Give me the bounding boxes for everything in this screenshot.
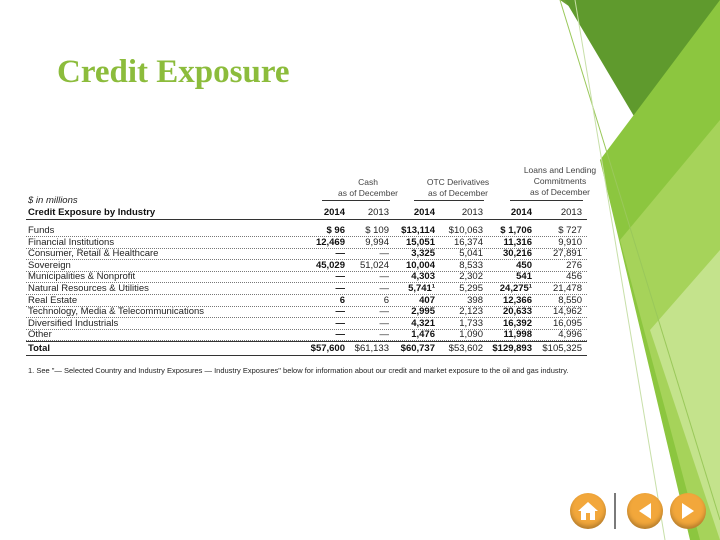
home-button[interactable] bbox=[570, 493, 606, 529]
table-cell: 8,550 bbox=[558, 294, 582, 306]
row-label: Diversified Industrials bbox=[28, 317, 119, 329]
previous-slide-button[interactable] bbox=[627, 493, 663, 529]
nav-divider bbox=[614, 493, 616, 529]
table-cell: 456 bbox=[566, 271, 582, 283]
table-cell: 21,478 bbox=[552, 283, 582, 294]
table-cell: 1,476 bbox=[411, 329, 435, 341]
table-cell: — bbox=[335, 317, 345, 329]
table-cell: 45,029 bbox=[315, 259, 345, 271]
table-cell: 16,095 bbox=[552, 317, 582, 329]
table-cell: — bbox=[379, 271, 389, 283]
table-cell: $ 109 bbox=[365, 225, 389, 236]
group-header-line: as of December bbox=[530, 187, 590, 197]
row-label: Natural Resources & Utilities bbox=[28, 283, 149, 294]
group-underline bbox=[322, 200, 390, 201]
table-cell: $10,063 bbox=[448, 225, 483, 236]
table-cell: 2,995 bbox=[411, 306, 435, 318]
units-label: $ in millions bbox=[28, 195, 78, 206]
table-cell: 16,374 bbox=[453, 236, 483, 248]
table-cell: 1,733 bbox=[459, 317, 483, 329]
table-cell: — bbox=[379, 329, 389, 341]
group-header-line: Commitments bbox=[533, 176, 587, 186]
total-label: Total bbox=[28, 343, 50, 354]
table-cell: 12,469 bbox=[315, 236, 345, 248]
table-cell: 450 bbox=[516, 259, 532, 271]
table-cell: 2,302 bbox=[459, 271, 483, 283]
table-cell: 4,996 bbox=[558, 329, 582, 341]
table-cell: 5,295 bbox=[459, 283, 483, 294]
triangle-left-icon bbox=[635, 501, 655, 521]
credit-exposure-table bbox=[22, 162, 597, 438]
header-rule bbox=[26, 219, 587, 220]
table-cell: 5,041 bbox=[459, 248, 483, 260]
year-header: 2014 bbox=[323, 207, 345, 218]
home-icon bbox=[577, 500, 599, 522]
group-underline bbox=[414, 200, 484, 201]
table-cell: 398 bbox=[467, 294, 483, 306]
row-label: Municipalities & Nonprofit bbox=[28, 271, 136, 283]
row-label: Funds bbox=[28, 225, 55, 236]
total-cell: $129,893 bbox=[492, 343, 532, 354]
table-cell: 8,533 bbox=[459, 259, 483, 271]
table-cell: — bbox=[335, 248, 345, 260]
table-cell: 9,910 bbox=[558, 236, 582, 248]
triangle-right-icon bbox=[678, 501, 698, 521]
table-cell: 4,321 bbox=[411, 317, 435, 329]
group-header-line: as of December bbox=[338, 188, 398, 198]
table-cell: — bbox=[379, 248, 389, 260]
row-header: Credit Exposure by Industry bbox=[28, 207, 156, 218]
row-label: Consumer, Retail & Healthcare bbox=[28, 248, 159, 260]
table-cell: 15,051 bbox=[405, 236, 435, 248]
table-cell: — bbox=[379, 306, 389, 318]
year-header: 2014 bbox=[413, 207, 435, 218]
table-cell: 9,994 bbox=[365, 236, 389, 248]
group-header-line: Loans and Lending bbox=[523, 165, 597, 175]
table-cell: 6 bbox=[383, 294, 389, 306]
total-cell: $53,602 bbox=[448, 343, 483, 354]
table-cell: 10,004 bbox=[405, 259, 435, 271]
table-cell: 4,303 bbox=[411, 271, 435, 283]
table-cell: 2,123 bbox=[459, 306, 483, 318]
table-cell: — bbox=[335, 283, 345, 294]
total-rule bbox=[26, 341, 587, 342]
group-header-line: OTC Derivatives bbox=[426, 177, 490, 187]
table-cell: 11,998 bbox=[503, 329, 532, 341]
year-header: 2013 bbox=[560, 207, 582, 218]
table-cell: 14,962 bbox=[552, 306, 582, 318]
table-cell: — bbox=[335, 329, 345, 341]
table-cell: 11,316 bbox=[503, 236, 532, 248]
table-cell: — bbox=[379, 317, 389, 329]
table-cell: 6 bbox=[339, 294, 345, 306]
table-cell: 12,366 bbox=[502, 294, 532, 306]
table-cell: — bbox=[335, 306, 345, 318]
table-cell: $ 1,706 bbox=[500, 225, 532, 236]
table-cell: — bbox=[335, 271, 345, 283]
table-cell: 20,633 bbox=[502, 306, 532, 318]
table-cell: — bbox=[379, 283, 389, 294]
next-slide-button[interactable] bbox=[670, 493, 706, 529]
table-cell: $ 727 bbox=[558, 225, 582, 236]
group-underline bbox=[510, 200, 583, 201]
year-header: 2014 bbox=[510, 207, 532, 218]
row-label: Other bbox=[28, 329, 52, 341]
table-cell: 51,024 bbox=[359, 259, 389, 271]
table-cell: 30,216 bbox=[502, 248, 532, 260]
row-label: Financial Institutions bbox=[28, 236, 115, 248]
slide-title: Credit Exposure bbox=[57, 54, 290, 90]
total-bottom-rule bbox=[26, 355, 587, 356]
total-cell: $57,600 bbox=[310, 343, 345, 354]
total-cell: $61,133 bbox=[354, 343, 389, 354]
total-cell: $60,737 bbox=[400, 343, 435, 354]
total-cell: $105,325 bbox=[542, 343, 582, 354]
table-cell: 16,392 bbox=[502, 317, 532, 329]
group-header-line: Cash bbox=[358, 177, 378, 187]
row-label: Real Estate bbox=[28, 294, 78, 306]
row-label: Sovereign bbox=[28, 259, 71, 271]
footnote: 1. See "— Selected Country and Industry Exposures — Industry Exposures" below for information about our credit and market exposure to the oil and gas industry. bbox=[28, 366, 569, 375]
table-cell: 1,090 bbox=[459, 329, 483, 341]
table-cell: 276 bbox=[566, 259, 582, 271]
year-header: 2013 bbox=[367, 207, 389, 218]
group-header-line: as of December bbox=[428, 188, 488, 198]
table-cell: $13,114 bbox=[401, 225, 435, 236]
table-cell: 3,325 bbox=[411, 248, 435, 260]
row-label: Technology, Media & Telecommunications bbox=[28, 306, 205, 318]
table-cell: 407 bbox=[419, 294, 435, 306]
year-header: 2013 bbox=[461, 207, 483, 218]
table-cell: $ 96 bbox=[326, 225, 345, 236]
table-cell: 5,741¹ bbox=[408, 283, 435, 294]
table-cell: 541 bbox=[516, 271, 532, 283]
table-cell: 27,891 bbox=[552, 248, 582, 260]
table-cell: 24,275¹ bbox=[499, 283, 532, 294]
